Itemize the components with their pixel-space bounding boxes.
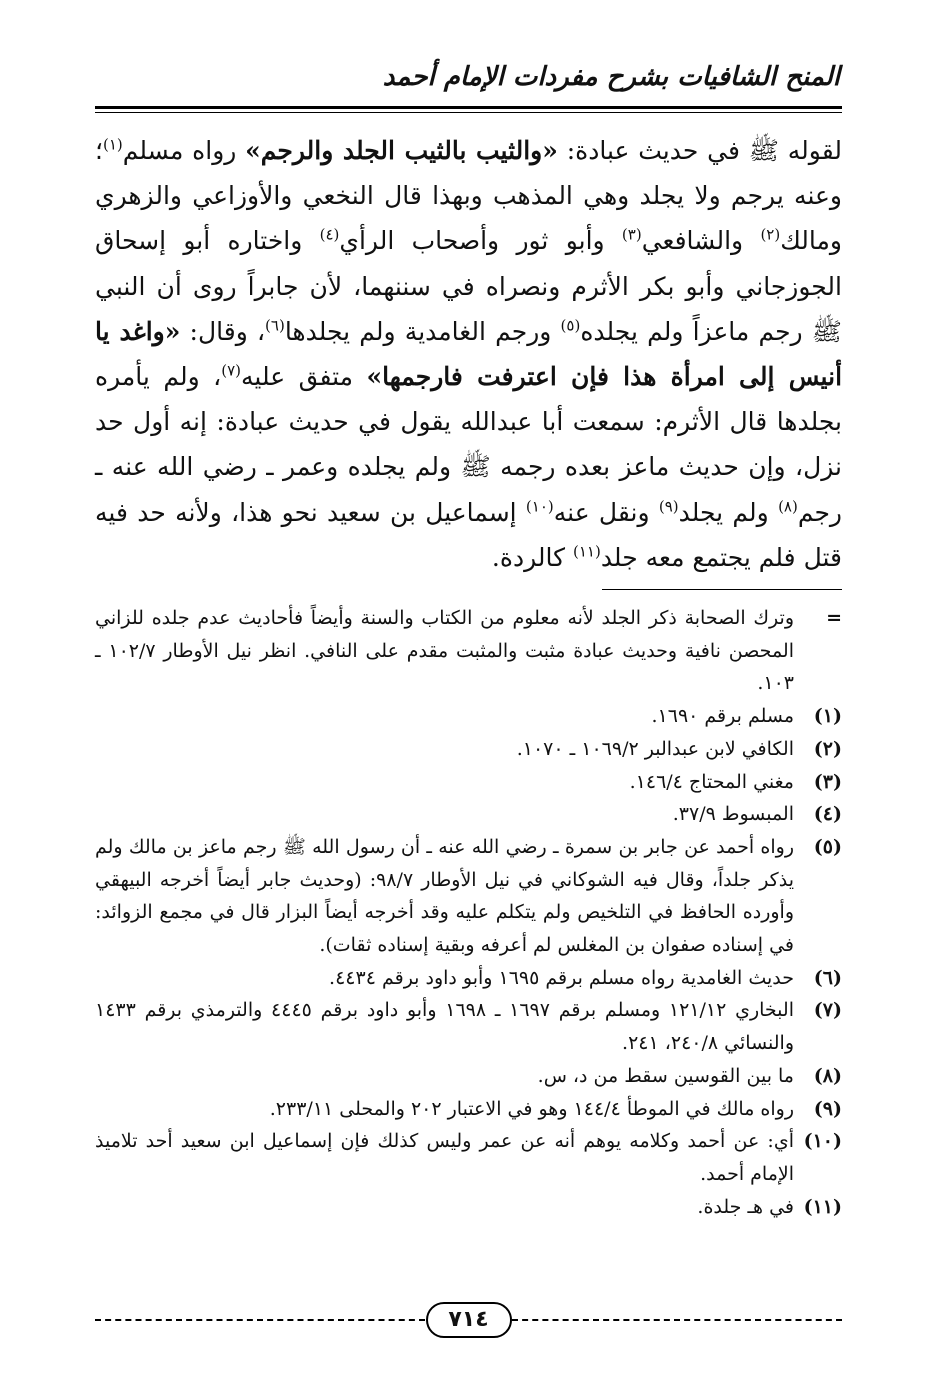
text-segment: ، وقال: xyxy=(180,316,266,346)
footnote-number: (١٠) xyxy=(803,1130,842,1153)
footnote-text: مغني المحتاج ١٤٦/٤. xyxy=(629,770,794,793)
footnote-number: (٩) xyxy=(813,1097,842,1120)
footnote-number: (١) xyxy=(813,705,842,728)
main-paragraph xyxy=(95,128,842,580)
footnote-item xyxy=(95,1060,842,1093)
footnote-item xyxy=(95,1191,842,1224)
footnote-text: ما بين القوسين سقط من د، س. xyxy=(537,1064,794,1087)
footnote-item xyxy=(95,1093,842,1126)
footnote-item xyxy=(95,798,842,831)
running-header-title: المنح الشافيات بشرح مفردات الإمام أحمد xyxy=(382,62,840,92)
footnote-text: حديث الغامدية رواه مسلم برقم ١٦٩٥ وأبو داود برقم ٤٤٣٤. xyxy=(329,966,794,989)
footnote-text: مسلم برقم ١٦٩٠. xyxy=(651,705,794,728)
footnote-ref: (٩) xyxy=(658,497,679,516)
main-text xyxy=(95,128,842,580)
footnote-number: = xyxy=(826,607,842,629)
header-rule xyxy=(95,106,842,109)
footnote-ref: (١) xyxy=(102,135,123,154)
footnote-ref: (٤) xyxy=(319,226,340,245)
footnote-ref: (٢) xyxy=(760,226,781,245)
footnote-item xyxy=(95,1125,842,1190)
footnote-number: (٣) xyxy=(813,770,842,793)
text-segment: إسماعيل بن سعيد نحو هذا، ولأنه حد فيه قتل فلم يجتمع معه جلد xyxy=(95,497,842,572)
footnote-ref: (٥) xyxy=(560,316,581,335)
hadith-quote: «واغد يا أنيس إلى امرأة هذا فإن اعترفت فارجمها» xyxy=(95,316,843,392)
footnote-number: (٧) xyxy=(813,999,842,1022)
text-segment: لقوله ﷺ في حديث عبادة: xyxy=(557,136,842,165)
text-segment: ورجم الغامدية ولم يجلدها xyxy=(284,316,561,346)
footnote-item xyxy=(95,831,842,962)
page-footer xyxy=(95,1302,842,1338)
footnote-number: (٤) xyxy=(813,803,842,826)
footnote-item xyxy=(95,962,842,995)
footnotes-list xyxy=(95,602,842,1223)
hadith-quote: «والثيب بالثيب الجلد والرجم» xyxy=(245,136,558,165)
footnote-ref: (٧) xyxy=(221,361,241,380)
footnote-number: (١١) xyxy=(803,1195,842,1218)
footnote-item xyxy=(95,700,842,733)
text-segment: ؛ وعنه يرجم ولا يجلد وهي المذهب وبهذا قال النخعي والأوزاعي والزهري ومالك xyxy=(95,136,842,256)
text-segment: والشافعي xyxy=(641,226,761,256)
footnote-text: رواه مالك في الموطأ ١٤٤/٤ وهو في الاعتبار ٢٠٢ والمحلى ٢٣٣/١١. xyxy=(269,1097,794,1120)
footnote-ref: (٣) xyxy=(621,226,642,245)
text-segment: وأبو ثور وأصحاب الرأي xyxy=(339,226,622,256)
footnote-text: البخاري ١٢١/١٢ ومسلم برقم ١٦٩٧ ـ ١٦٩٨ وأبو داود برقم ٤٤٤٥ والترمذي برقم ١٤٣٣ والنسائي ٢٤٠/٨، ٢٤١. xyxy=(95,999,794,1055)
page-number: ٧١٤ xyxy=(426,1302,512,1338)
text-segment: ، ولم يأمره بجلدها قال الأثرم: سمعت أبا عبدالله يقول في حديث عبادة: إنه أول حد نزل، وإن حديث ماعز بعده رجمه ﷺ ولم يجلده وعمر ـ رضي الله عنه ـ رجم xyxy=(95,362,843,527)
header-rule-thin xyxy=(95,112,842,113)
text-segment: ولم يجلد xyxy=(678,497,779,527)
footnote-ref: (٨) xyxy=(778,497,798,516)
footer-dashed-rule xyxy=(512,1319,842,1323)
footnote-number: (٨) xyxy=(813,1064,842,1087)
footnote-item xyxy=(95,602,842,700)
footnote-number: (٦) xyxy=(813,966,842,989)
footnote-number: (٥) xyxy=(813,835,842,858)
footnote-item xyxy=(95,766,842,799)
footnote-ref: (٦) xyxy=(265,316,285,335)
footnote-item xyxy=(95,994,842,1059)
text-segment: كالردة. xyxy=(491,542,573,572)
footnote-item xyxy=(95,733,842,766)
footnote-ref: (١٠) xyxy=(525,497,554,516)
footnote-text: الكافي لابن عبدالبر ١٠٦٩/٢ ـ ١٠٧٠. xyxy=(516,737,794,760)
footnote-text: وترك الصحابة ذكر الجلد لأنه معلوم من الكتاب والسنة وأيضاً فأحاديث عدم جلده للزاني المحصن نافية وحديث عبادة مثبت والمثبت مقدم على النافي. انظر نيل الأوطار ١٠٢/٧ ـ ١٠٣. xyxy=(95,607,795,695)
text-segment: متفق عليه xyxy=(241,362,367,392)
footnote-text: رواه أحمد عن جابر بن سمرة ـ رضي الله عنه ـ أن رسول الله ﷺ رجم ماعز بن مالك ولم يذكر جلداً، وقال فيه الشوكاني في نيل الأوطار ٩٨/٧: (وحديث جابر أيضاً أخرجه البيهقي وأورده الحافظ في التلخيص ولم يتكلم عليه وقد أخرجه أيضاً البزار قال في مجمع الزوائد: في إسناده صفوان بن المغلس لم أعرفه وبقية إسناده ثقات). xyxy=(95,835,794,957)
footnote-ref: (١١) xyxy=(572,542,601,561)
footnote-number: (٢) xyxy=(813,737,842,760)
footnote-separator xyxy=(602,589,842,590)
footnote-text: المبسوط ٣٧/٩. xyxy=(672,803,794,826)
footnote-text: في هـ جلدة. xyxy=(697,1195,794,1218)
footnote-text: أي: عن أحمد وكلامه يوهم أنه عن عمر وليس كذلك فإن إسماعيل ابن سعيد أحد تلاميذ الإمام أحمد. xyxy=(95,1130,794,1185)
footer-dashed-rule xyxy=(95,1319,425,1323)
text-segment: ونقل عنه xyxy=(553,497,659,527)
text-segment: واختاره أبو إسحاق الجوزجاني وأبو بكر الأثرم ونصراه في سننهما، لأن جابراً روى أن النبي ﷺ رجم ماعزاً ولم يجلده xyxy=(95,226,842,346)
text-segment: رواه مسلم xyxy=(122,136,246,165)
